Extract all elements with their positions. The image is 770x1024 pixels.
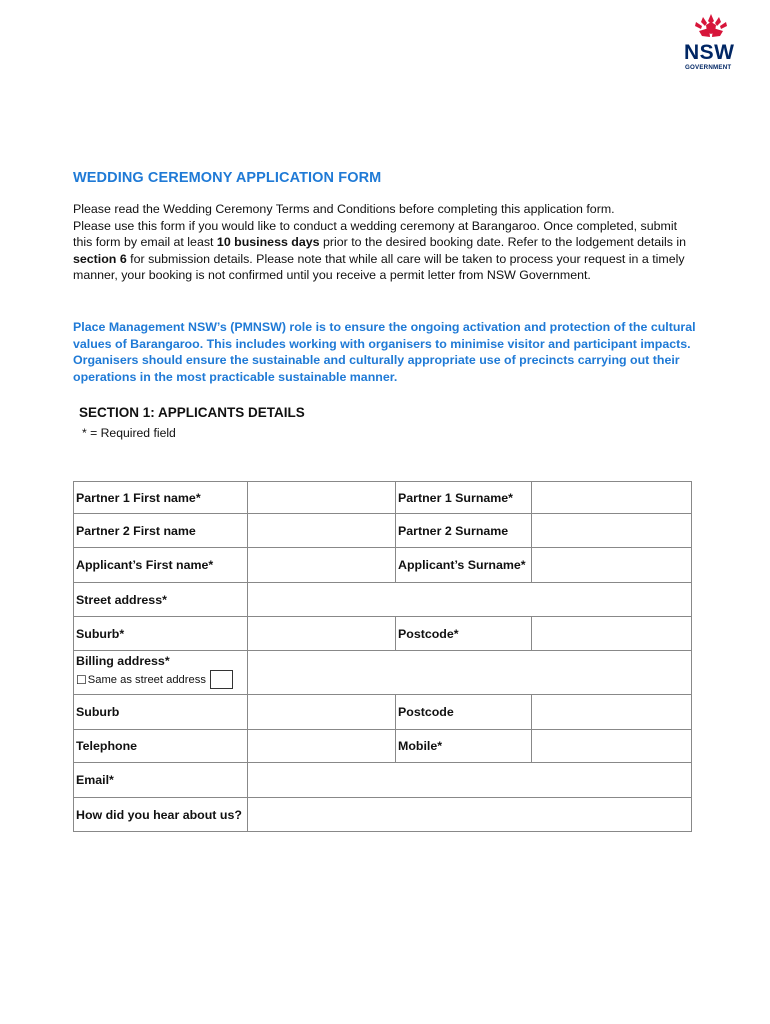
- partner2-first-name-field[interactable]: [248, 514, 396, 548]
- suburb-field[interactable]: [248, 695, 396, 730]
- table-row: [74, 482, 692, 514]
- telephone-field[interactable]: [248, 730, 396, 763]
- billing-address-label: Billing address*: [76, 654, 170, 668]
- same-as-street-option: [76, 670, 245, 689]
- table-row: [74, 798, 692, 832]
- applicant-surname-field[interactable]: [532, 548, 692, 583]
- pmnsw-role-text: Place Management NSW’s (PMNSW) role is to ensure the ongoing activation and protection of the cultural values of Barangaroo. This includes working with organisers to minimise visitor and participant impacts. Organisers should ensure the sustainable and culturally appropriate use of precincts carrying out their operations in the most practicable sustainable manner.: [73, 320, 696, 384]
- table-row: [74, 695, 692, 730]
- same-as-street-label: Same as street address: [87, 673, 206, 686]
- nsw-wordmark: NSW: [684, 41, 735, 64]
- hear-about-us-label: How did you hear about us?: [74, 798, 248, 832]
- intro-line-1: Please read the Wedding Ceremony Terms and Conditions before completing this application form.: [73, 202, 615, 216]
- applicant-first-name-field[interactable]: [248, 548, 396, 583]
- intro-paragraph-2: Please use this form if you would like to conduct a wedding ceremony at Barangaroo. Once completed, submit this form by email at least 10 business days prior to the desired booking date. Refer to the lodgement details in section 6 for submission details. Please note that while all care will be taken to process your request in a timely manner, your booking is not confirmed until you receive a permit letter from NSW Government.: [73, 218, 686, 283]
- table-row: [74, 583, 692, 617]
- business-days-emphasis: 10 business days: [216, 235, 320, 250]
- partner1-first-name-label: Partner 1 First name*: [74, 482, 248, 514]
- checkbox-glyph-icon: ☐: [76, 672, 87, 687]
- partner2-surname-field[interactable]: [532, 514, 692, 548]
- email-field[interactable]: [248, 763, 692, 798]
- government-wordmark: GOVERNMENT: [685, 64, 732, 71]
- waratah-icon: [682, 12, 740, 42]
- mobile-field[interactable]: [532, 730, 692, 763]
- page-title: WEDDING CEREMONY APPLICATION FORM: [73, 170, 382, 186]
- partner1-surname-field[interactable]: [532, 482, 692, 514]
- section-1-title: SECTION 1: APPLICANTS DETAILS: [79, 405, 305, 420]
- street-address-field[interactable]: [248, 583, 692, 617]
- nsw-government-logo: [682, 12, 740, 72]
- partner1-surname-label: Partner 1 Surname*: [396, 482, 532, 514]
- postcode-required-label: Postcode*: [396, 617, 532, 651]
- email-label: Email*: [74, 763, 248, 798]
- table-row: [74, 651, 692, 695]
- street-address-label: Street address*: [74, 583, 248, 617]
- applicant-first-name-label: Applicant’s First name*: [74, 548, 248, 583]
- telephone-label: Telephone: [74, 730, 248, 763]
- table-row: [74, 763, 692, 798]
- table-row: [74, 730, 692, 763]
- applicant-surname-label: Applicant’s Surname*: [396, 548, 532, 583]
- table-row: [74, 617, 692, 651]
- suburb-label: Suburb: [74, 695, 248, 730]
- required-field-note: * = Required field: [82, 426, 176, 440]
- hear-about-us-field[interactable]: [248, 798, 692, 832]
- postcode-required-field[interactable]: [532, 617, 692, 651]
- postcode-field[interactable]: [532, 695, 692, 730]
- partner2-surname-label: Partner 2 Surname: [396, 514, 532, 548]
- section-6-emphasis: section 6: [73, 251, 127, 266]
- billing-address-field[interactable]: [248, 651, 692, 695]
- partner2-first-name-label: Partner 2 First name: [74, 514, 248, 548]
- postcode-label: Postcode: [396, 695, 532, 730]
- billing-address-cell: [74, 651, 248, 695]
- suburb-required-label: Suburb*: [74, 617, 248, 651]
- intro-text: [73, 201, 698, 284]
- table-row: [74, 548, 692, 583]
- mobile-label: Mobile*: [396, 730, 532, 763]
- partner1-first-name-field[interactable]: [248, 482, 396, 514]
- same-as-street-checkbox[interactable]: [210, 670, 233, 689]
- applicant-details-table: [73, 481, 692, 832]
- table-row: [74, 514, 692, 548]
- suburb-required-field[interactable]: [248, 617, 396, 651]
